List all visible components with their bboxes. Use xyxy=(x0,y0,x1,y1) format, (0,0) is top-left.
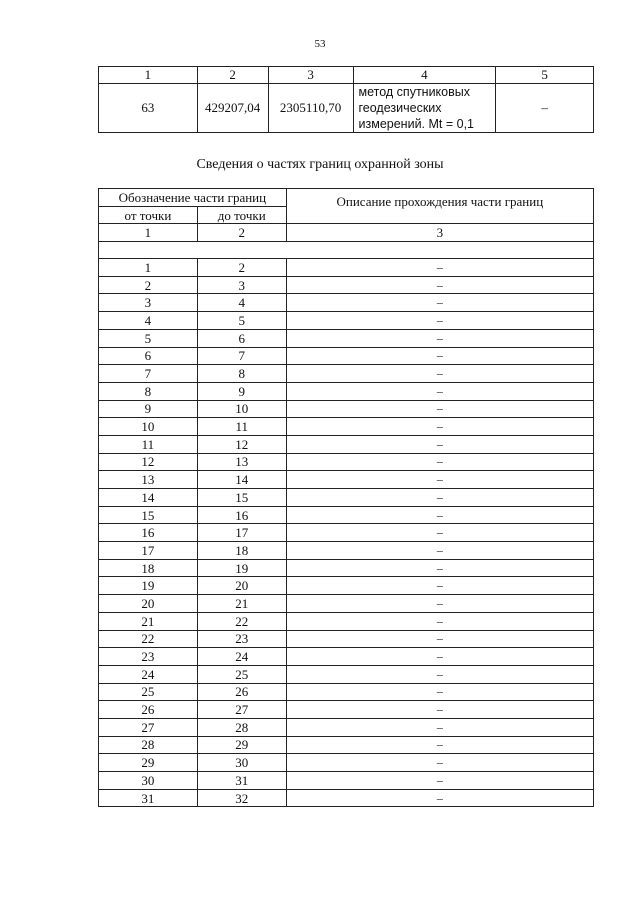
parts-table-body xyxy=(99,259,594,807)
description-cell: – xyxy=(286,506,593,524)
to-point-cell: 8 xyxy=(197,365,286,383)
from-point-cell: 9 xyxy=(99,400,198,418)
description-cell: – xyxy=(286,418,593,436)
table-row xyxy=(99,789,594,807)
header-to-point: до точки xyxy=(197,206,286,224)
table-row xyxy=(99,259,594,277)
table-row xyxy=(99,648,594,666)
to-point-cell: 32 xyxy=(197,789,286,807)
description-cell: – xyxy=(286,595,593,613)
from-point-cell: 23 xyxy=(99,648,198,666)
from-point-cell: 14 xyxy=(99,489,198,507)
description-cell: – xyxy=(286,577,593,595)
coord-col-2-header: 2 xyxy=(197,67,268,84)
description-cell: – xyxy=(286,347,593,365)
table-row xyxy=(99,329,594,347)
to-point-cell: 5 xyxy=(197,312,286,330)
description-cell: – xyxy=(286,435,593,453)
header-from-point: от точки xyxy=(99,206,198,224)
description-cell: – xyxy=(286,648,593,666)
to-point-cell: 14 xyxy=(197,471,286,489)
table-row xyxy=(99,595,594,613)
description-cell: – xyxy=(286,400,593,418)
method-description xyxy=(353,84,496,133)
from-point-cell: 18 xyxy=(99,559,198,577)
method-line: геодезических xyxy=(358,101,442,115)
from-point-cell: 17 xyxy=(99,542,198,560)
description-cell: – xyxy=(286,524,593,542)
to-point-cell: 24 xyxy=(197,648,286,666)
to-point-cell: 22 xyxy=(197,612,286,630)
description-cell: – xyxy=(286,559,593,577)
description-cell: – xyxy=(286,259,593,277)
from-point-cell: 31 xyxy=(99,789,198,807)
to-point-cell: 28 xyxy=(197,718,286,736)
to-point-cell: 18 xyxy=(197,542,286,560)
from-point-cell: 6 xyxy=(99,347,198,365)
header-part-description: Описание прохождения части границ xyxy=(286,189,593,224)
table-row xyxy=(99,312,594,330)
from-point-cell: 28 xyxy=(99,736,198,754)
description-cell: – xyxy=(286,276,593,294)
description-cell: – xyxy=(286,718,593,736)
coordinates-table xyxy=(98,66,594,133)
table-row xyxy=(99,506,594,524)
parts-column-numbers-row xyxy=(99,224,594,242)
to-point-cell: 17 xyxy=(197,524,286,542)
to-point-cell: 16 xyxy=(197,506,286,524)
from-point-cell: 20 xyxy=(99,595,198,613)
from-point-cell: 8 xyxy=(99,382,198,400)
to-point-cell: 26 xyxy=(197,683,286,701)
y-coordinate: 2305110,70 xyxy=(268,84,353,133)
description-cell: – xyxy=(286,453,593,471)
table-row xyxy=(99,276,594,294)
to-point-cell: 3 xyxy=(197,276,286,294)
empty-spacer-cell xyxy=(99,242,594,259)
table-row xyxy=(99,772,594,790)
coord-col-4-header: 4 xyxy=(353,67,496,84)
table-row xyxy=(99,542,594,560)
description-cell: – xyxy=(286,312,593,330)
table-row xyxy=(99,382,594,400)
description-cell: – xyxy=(286,542,593,560)
from-point-cell: 27 xyxy=(99,718,198,736)
description-cell: – xyxy=(286,382,593,400)
parts-header-row-1 xyxy=(99,189,594,207)
table-row xyxy=(99,559,594,577)
to-point-cell: 15 xyxy=(197,489,286,507)
description-cell: – xyxy=(286,683,593,701)
from-point-cell: 15 xyxy=(99,506,198,524)
from-point-cell: 24 xyxy=(99,665,198,683)
table-row xyxy=(99,754,594,772)
header-part-designation: Обозначение части границ xyxy=(99,189,287,207)
description-cell: – xyxy=(286,789,593,807)
coord-col-3-header: 3 xyxy=(268,67,353,84)
table-row xyxy=(99,718,594,736)
to-point-cell: 21 xyxy=(197,595,286,613)
description-cell: – xyxy=(286,630,593,648)
table-row xyxy=(99,630,594,648)
point-number: 63 xyxy=(99,84,198,133)
description-cell: – xyxy=(286,294,593,312)
col-number-3: 3 xyxy=(286,224,593,242)
table-row xyxy=(99,612,594,630)
from-point-cell: 1 xyxy=(99,259,198,277)
table-row xyxy=(99,435,594,453)
from-point-cell: 11 xyxy=(99,435,198,453)
description-cell: – xyxy=(286,471,593,489)
to-point-cell: 6 xyxy=(197,329,286,347)
to-point-cell: 11 xyxy=(197,418,286,436)
to-point-cell: 2 xyxy=(197,259,286,277)
table-row xyxy=(99,683,594,701)
table-row xyxy=(99,418,594,436)
section-title: Сведения о частях границ охранной зоны xyxy=(196,157,444,172)
from-point-cell: 19 xyxy=(99,577,198,595)
from-point-cell: 5 xyxy=(99,329,198,347)
coord-note: – xyxy=(496,84,594,133)
coord-col-5-header: 5 xyxy=(496,67,594,84)
col-number-1: 1 xyxy=(99,224,198,242)
table-row xyxy=(99,736,594,754)
method-line: метод спутниковых xyxy=(358,85,470,99)
description-cell: – xyxy=(286,701,593,719)
method-line: измерений. Mt = 0,1 xyxy=(358,117,475,131)
from-point-cell: 16 xyxy=(99,524,198,542)
description-cell: – xyxy=(286,772,593,790)
col-number-2: 2 xyxy=(197,224,286,242)
from-point-cell: 7 xyxy=(99,365,198,383)
from-point-cell: 10 xyxy=(99,418,198,436)
to-point-cell: 30 xyxy=(197,754,286,772)
table-row xyxy=(99,701,594,719)
from-point-cell: 2 xyxy=(99,276,198,294)
description-cell: – xyxy=(286,754,593,772)
to-point-cell: 12 xyxy=(197,435,286,453)
table-row xyxy=(99,365,594,383)
from-point-cell: 3 xyxy=(99,294,198,312)
coordinates-row xyxy=(99,84,594,133)
to-point-cell: 13 xyxy=(197,453,286,471)
from-point-cell: 13 xyxy=(99,471,198,489)
to-point-cell: 20 xyxy=(197,577,286,595)
coord-col-1-header: 1 xyxy=(99,67,198,84)
description-cell: – xyxy=(286,489,593,507)
table-row xyxy=(99,524,594,542)
from-point-cell: 22 xyxy=(99,630,198,648)
description-cell: – xyxy=(286,665,593,683)
table-row xyxy=(99,489,594,507)
to-point-cell: 27 xyxy=(197,701,286,719)
description-cell: – xyxy=(286,365,593,383)
to-point-cell: 7 xyxy=(197,347,286,365)
from-point-cell: 26 xyxy=(99,701,198,719)
to-point-cell: 25 xyxy=(197,665,286,683)
table-row xyxy=(99,577,594,595)
to-point-cell: 10 xyxy=(197,400,286,418)
to-point-cell: 29 xyxy=(197,736,286,754)
description-cell: – xyxy=(286,612,593,630)
parts-spacer-row xyxy=(99,242,594,259)
table-row xyxy=(99,471,594,489)
x-coordinate: 429207,04 xyxy=(197,84,268,133)
to-point-cell: 4 xyxy=(197,294,286,312)
boundary-parts-table xyxy=(98,188,594,807)
table-row xyxy=(99,400,594,418)
table-row xyxy=(99,453,594,471)
to-point-cell: 9 xyxy=(197,382,286,400)
from-point-cell: 30 xyxy=(99,772,198,790)
from-point-cell: 12 xyxy=(99,453,198,471)
from-point-cell: 29 xyxy=(99,754,198,772)
table-row xyxy=(99,347,594,365)
to-point-cell: 31 xyxy=(197,772,286,790)
coordinates-header-row xyxy=(99,67,594,84)
from-point-cell: 21 xyxy=(99,612,198,630)
table-row xyxy=(99,665,594,683)
description-cell: – xyxy=(286,329,593,347)
to-point-cell: 19 xyxy=(197,559,286,577)
from-point-cell: 25 xyxy=(99,683,198,701)
to-point-cell: 23 xyxy=(197,630,286,648)
from-point-cell: 4 xyxy=(99,312,198,330)
description-cell: – xyxy=(286,736,593,754)
page-number: 53 xyxy=(314,38,326,50)
table-row xyxy=(99,294,594,312)
